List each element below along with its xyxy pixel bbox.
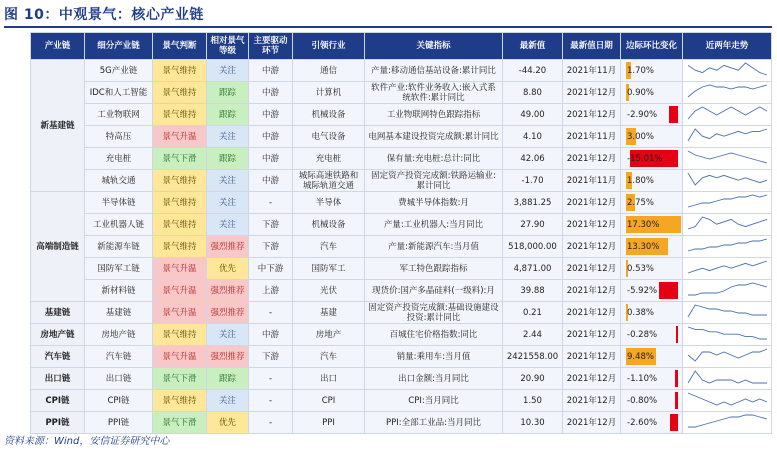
industry-cell: 城际高速铁路和城际轨道交通 (293, 170, 365, 192)
sparkline-path (688, 63, 767, 75)
mom-change-cell (621, 192, 683, 214)
industry-cell: 计算机 (293, 82, 365, 104)
driver-cell: 中游 (249, 148, 293, 170)
sub-chain-cell: 充电桩 (85, 148, 153, 170)
sparkline-path (688, 305, 767, 317)
trend-sparkline-cell (683, 302, 772, 324)
mom-value: 2.75% (627, 197, 655, 208)
chain-group-cell: 高端制造链 (31, 192, 85, 302)
rating-badge: 关注 (207, 390, 249, 412)
sub-chain-cell: CPI链 (85, 390, 153, 412)
mom-change-cell (621, 412, 683, 434)
mom-change-cell (621, 104, 683, 126)
mom-value: 9.48% (627, 351, 655, 362)
industry-cell: 半导体 (293, 192, 365, 214)
indicator-cell: 产量:移动通信基站设备:累计同比 (365, 60, 503, 82)
judgement-badge: 景气维持 (153, 324, 207, 346)
trend-sparkline-cell (683, 346, 772, 368)
judgement-badge: 景气维持 (153, 82, 207, 104)
sparkline-path (688, 349, 767, 361)
driver-cell: 中游 (249, 60, 293, 82)
trend-sparkline-cell (683, 170, 772, 192)
mom-value: -5.92% (627, 285, 658, 296)
driver-cell: 中游 (249, 170, 293, 192)
rating-badge: 关注 (207, 192, 249, 214)
indicator-cell: 固定资产投资完成额:铁路运输业:累计同比 (365, 170, 503, 192)
header-cell: 近两年走势 (683, 33, 772, 60)
latest-value-cell: 4,871.00 (503, 258, 563, 280)
table-row (31, 346, 772, 368)
trend-sparkline-cell (683, 192, 772, 214)
indicator-cell: 电网基本建设投资完成额:累计同比 (365, 126, 503, 148)
sparkline-path (688, 129, 767, 141)
latest-date-cell: 2021年12月 (563, 258, 621, 280)
indicator-cell: 产量:工业机器人:当月同比 (365, 214, 503, 236)
rating-badge: 关注 (207, 214, 249, 236)
sub-chain-cell: 新能源车链 (85, 236, 153, 258)
driver-cell: - (249, 368, 293, 390)
judgement-badge: 景气升温 (153, 302, 207, 324)
driver-cell: 中游 (249, 324, 293, 346)
trend-sparkline-cell (683, 148, 772, 170)
trend-sparkline-cell (683, 390, 772, 412)
sub-chain-cell: 出口链 (85, 368, 153, 390)
table-row (31, 60, 772, 82)
industry-cell: 通信 (293, 60, 365, 82)
latest-value-cell: 0.21 (503, 302, 563, 324)
mom-bar (659, 282, 678, 299)
mom-change-cell (621, 346, 683, 368)
indicator-cell: 软件产业:软件业务收入:嵌入式系统软件:累计同比 (365, 82, 503, 104)
table-row (31, 214, 772, 236)
sparkline-path (688, 327, 767, 339)
latest-value-cell: 42.06 (503, 148, 563, 170)
chain-group-cell: CPI链 (31, 390, 85, 412)
sub-chain-cell: PPI链 (85, 412, 153, 434)
table-body (31, 60, 772, 434)
latest-value-cell: 3,881.25 (503, 192, 563, 214)
trend-sparkline (685, 214, 770, 232)
judgement-badge: 景气维持 (153, 214, 207, 236)
trend-sparkline-cell (683, 82, 772, 104)
mom-change-cell (621, 214, 683, 236)
driver-cell: - (249, 192, 293, 214)
latest-date-cell: 2021年12月 (563, 280, 621, 302)
mom-value: 3.00% (627, 131, 655, 142)
judgement-badge: 景气维持 (153, 170, 207, 192)
header-cell: 景气判断 (153, 33, 207, 60)
trend-sparkline (685, 324, 770, 342)
sub-chain-cell: 半导体链 (85, 192, 153, 214)
mom-value: 0.53% (627, 263, 655, 274)
table-row (31, 236, 772, 258)
trend-sparkline (685, 192, 770, 210)
header-cell: 边际环比变化 (621, 33, 683, 60)
latest-value-cell: 20.90 (503, 368, 563, 390)
trend-sparkline (685, 126, 770, 144)
table-row (31, 302, 772, 324)
chain-group-cell: 新基建链 (31, 60, 85, 192)
chain-group-cell: PPI链 (31, 412, 85, 434)
rating-badge: 强烈推荐 (207, 236, 249, 258)
sub-chain-cell: IDC和人工智能 (85, 82, 153, 104)
latest-date-cell: 2021年11月 (563, 126, 621, 148)
indicator-cell: 产量:新能源汽车:当月值 (365, 236, 503, 258)
latest-value-cell: 518,000.00 (503, 236, 563, 258)
header-cell: 关键指标 (365, 33, 503, 60)
trend-sparkline (685, 280, 770, 298)
latest-date-cell: 2021年11月 (563, 60, 621, 82)
mom-bar (670, 414, 678, 431)
trend-sparkline (685, 104, 770, 122)
sparkline-path (688, 217, 767, 229)
header-cell: 主要驱动环节 (249, 33, 293, 60)
mom-change-cell (621, 324, 683, 346)
sparkline-path (688, 173, 767, 185)
sub-chain-cell: 5G产业链 (85, 60, 153, 82)
judgement-badge: 景气维持 (153, 60, 207, 82)
mom-value: 13.30% (627, 241, 660, 252)
industry-cell: 汽车 (293, 236, 365, 258)
rating-badge: 强烈推荐 (207, 280, 249, 302)
judgement-badge: 景气维持 (153, 104, 207, 126)
trend-sparkline (685, 390, 770, 408)
trend-sparkline (685, 236, 770, 254)
industry-cell: 光伏 (293, 280, 365, 302)
mom-value: 0.38% (627, 307, 655, 318)
industry-cell: 出口 (293, 368, 365, 390)
sub-chain-cell: 工业机器人链 (85, 214, 153, 236)
mom-value: -0.80% (627, 395, 658, 406)
figure-title: 图 10：中观景气：核心产业链 (4, 7, 204, 23)
latest-date-cell: 2021年12月 (563, 324, 621, 346)
sparkline-path (688, 151, 767, 163)
driver-cell: 中游 (249, 104, 293, 126)
chain-group-cell: 房地产链 (31, 324, 85, 346)
industry-cell: 机械设备 (293, 214, 365, 236)
latest-value-cell: 27.90 (503, 214, 563, 236)
industry-cell: 基建 (293, 302, 365, 324)
sub-chain-cell: 国防军工链 (85, 258, 153, 280)
trend-sparkline (685, 170, 770, 188)
mom-bar (675, 392, 678, 409)
mom-change-cell (621, 280, 683, 302)
trend-sparkline-cell (683, 214, 772, 236)
table-row (31, 148, 772, 170)
latest-value-cell: 1.50 (503, 390, 563, 412)
mom-bar (676, 326, 678, 343)
latest-value-cell: 10.30 (503, 412, 563, 434)
mom-change-cell (621, 126, 683, 148)
table-row (31, 170, 772, 192)
table-row (31, 390, 772, 412)
mom-value: 17.30% (627, 219, 660, 230)
driver-cell: - (249, 412, 293, 434)
rating-badge: 强烈推荐 (207, 302, 249, 324)
industry-cell: PPI (293, 412, 365, 434)
trend-sparkline-cell (683, 412, 772, 434)
chain-group-cell: 汽车链 (31, 346, 85, 368)
sub-chain-cell: 特高压 (85, 126, 153, 148)
driver-cell: 下游 (249, 236, 293, 258)
table-row (31, 368, 772, 390)
sparkline-path (688, 415, 767, 427)
judgement-badge: 景气下滑 (153, 148, 207, 170)
indicator-cell: 军工特色跟踪指标 (365, 258, 503, 280)
mom-change-cell (621, 390, 683, 412)
rating-badge: 强烈推荐 (207, 346, 249, 368)
trend-sparkline-cell (683, 368, 772, 390)
trend-sparkline (685, 82, 770, 100)
title-rule (4, 26, 772, 28)
table-row (31, 192, 772, 214)
indicator-cell: 费城半导体指数:月 (365, 192, 503, 214)
mom-change-cell (621, 302, 683, 324)
trend-sparkline (685, 412, 770, 430)
table-row (31, 126, 772, 148)
rating-badge: 优先 (207, 412, 249, 434)
judgement-badge: 景气升温 (153, 280, 207, 302)
mom-value: -15.01% (627, 153, 663, 164)
indicator-cell: 出口金额:当月同比 (365, 368, 503, 390)
trend-sparkline (685, 258, 770, 276)
rating-badge: 优先 (207, 258, 249, 280)
sparkline-path (688, 239, 767, 251)
industry-cell: 充电桩 (293, 148, 365, 170)
latest-value-cell: -44.20 (503, 60, 563, 82)
latest-value-cell: 39.88 (503, 280, 563, 302)
indicator-cell: 现货价:国产多晶硅料(一级料):月 (365, 280, 503, 302)
sparkline-path (688, 195, 767, 207)
indicator-cell: 百城住宅价格指数:同比 (365, 324, 503, 346)
mom-value: 0.90% (627, 87, 655, 98)
trend-sparkline-cell (683, 258, 772, 280)
industry-cell: 房地产 (293, 324, 365, 346)
indicator-cell: 保有量:充电桩:总计:同比 (365, 148, 503, 170)
industry-cell: CPI (293, 390, 365, 412)
mom-change-cell (621, 60, 683, 82)
judgement-badge: 景气下滑 (153, 412, 207, 434)
trend-sparkline (685, 302, 770, 320)
latest-date-cell: 2021年12月 (563, 214, 621, 236)
latest-value-cell: 4.10 (503, 126, 563, 148)
trend-sparkline-cell (683, 126, 772, 148)
driver-cell: 中游 (249, 126, 293, 148)
latest-date-cell: 2021年12月 (563, 390, 621, 412)
latest-date-cell: 2021年12月 (563, 236, 621, 258)
mom-value: 1.70% (627, 65, 655, 76)
mom-change-cell (621, 258, 683, 280)
sub-chain-cell: 工业物联网 (85, 104, 153, 126)
industry-cell: 机械设备 (293, 104, 365, 126)
trend-sparkline-cell (683, 104, 772, 126)
indicator-cell: 销量:乘用车:当月值 (365, 346, 503, 368)
trend-sparkline-cell (683, 280, 772, 302)
rating-badge: 关注 (207, 126, 249, 148)
judgement-badge: 景气维持 (153, 192, 207, 214)
driver-cell: - (249, 390, 293, 412)
latest-date-cell: 2021年11月 (563, 170, 621, 192)
sub-chain-cell: 汽车链 (85, 346, 153, 368)
mom-value: -1.10% (627, 373, 658, 384)
latest-value-cell: 2.44 (503, 324, 563, 346)
mom-value: -2.60% (627, 417, 658, 428)
sparkline-path (688, 371, 767, 383)
judgement-badge: 景气下滑 (153, 368, 207, 390)
rating-badge: 关注 (207, 60, 249, 82)
driver-cell: 中游 (249, 82, 293, 104)
table-row (31, 104, 772, 126)
rating-badge: 跟踪 (207, 82, 249, 104)
rating-badge: 跟踪 (207, 368, 249, 390)
trend-sparkline (685, 346, 770, 364)
driver-cell: - (249, 302, 293, 324)
judgement-badge: 景气升温 (153, 126, 207, 148)
judgement-badge: 景气升温 (153, 346, 207, 368)
latest-value-cell: 2421558.00 (503, 346, 563, 368)
trend-sparkline (685, 60, 770, 78)
latest-value-cell: -1.70 (503, 170, 563, 192)
mom-change-cell (621, 236, 683, 258)
mom-change-cell (621, 148, 683, 170)
judgement-badge: 景气维持 (153, 236, 207, 258)
latest-date-cell: 2021年12月 (563, 104, 621, 126)
trend-sparkline-cell (683, 324, 772, 346)
header-row (31, 33, 772, 60)
sparkline-path (688, 107, 767, 119)
rating-badge: 关注 (207, 170, 249, 192)
mom-change-cell (621, 82, 683, 104)
industry-chain-table (30, 32, 772, 434)
mom-value: 1.80% (627, 175, 655, 186)
header-cell: 最新值 (503, 33, 563, 60)
latest-date-cell: 2021年12月 (563, 368, 621, 390)
header-cell: 细分产业链 (85, 33, 153, 60)
mom-change-cell (621, 170, 683, 192)
industry-cell: 电气设备 (293, 126, 365, 148)
mom-value: -0.28% (627, 329, 658, 340)
driver-cell: 下游 (249, 214, 293, 236)
sparkline-path (688, 261, 767, 273)
header-cell: 产业链 (31, 33, 85, 60)
header-cell: 最新值日期 (563, 33, 621, 60)
mom-bar (669, 106, 678, 123)
sparkline-path (688, 393, 767, 405)
mom-value: -2.90% (627, 109, 658, 120)
chain-group-cell: 基建链 (31, 302, 85, 324)
latest-date-cell: 2021年12月 (563, 346, 621, 368)
rating-badge: 关注 (207, 324, 249, 346)
chain-group-cell: 出口链 (31, 368, 85, 390)
sparkline-path (688, 283, 767, 295)
latest-value-cell: 49.00 (503, 104, 563, 126)
sub-chain-cell: 基建链 (85, 302, 153, 324)
latest-value-cell: 8.80 (503, 82, 563, 104)
table-row (31, 412, 772, 434)
mom-bar (675, 370, 678, 387)
judgement-badge: 景气维持 (153, 390, 207, 412)
latest-date-cell: 2021年12月 (563, 302, 621, 324)
industry-cell: 国防军工 (293, 258, 365, 280)
table-row (31, 258, 772, 280)
rating-badge: 跟踪 (207, 148, 249, 170)
sparkline-path (688, 85, 767, 97)
indicator-cell: 工业物联网特色跟踪指标 (365, 104, 503, 126)
mom-change-cell (621, 368, 683, 390)
rating-badge: 跟踪 (207, 104, 249, 126)
trend-sparkline (685, 368, 770, 386)
industry-cell: 汽车 (293, 346, 365, 368)
indicator-cell: CPI:当月同比 (365, 390, 503, 412)
sub-chain-cell: 城轨交通 (85, 170, 153, 192)
header-cell: 相对景气等级 (207, 33, 249, 60)
table-row (31, 280, 772, 302)
latest-date-cell: 2021年12月 (563, 148, 621, 170)
judgement-badge: 景气升温 (153, 258, 207, 280)
driver-cell: 上游 (249, 280, 293, 302)
driver-cell: 下游 (249, 346, 293, 368)
driver-cell: 中下游 (249, 258, 293, 280)
latest-date-cell: 2021年12月 (563, 412, 621, 434)
trend-sparkline (685, 148, 770, 166)
source-note: 资料来源：Wind，安信证券研究中心 (4, 436, 170, 447)
latest-date-cell: 2021年12月 (563, 192, 621, 214)
table-row (31, 324, 772, 346)
sub-chain-cell: 新材料链 (85, 280, 153, 302)
indicator-cell: PPI:全部工业品:当月同比 (365, 412, 503, 434)
indicator-cell: 固定资产投资完成额:基础设施建设投资:累计同比 (365, 302, 503, 324)
trend-sparkline-cell (683, 236, 772, 258)
table-row (31, 82, 772, 104)
header-cell: 引领行业 (293, 33, 365, 60)
sub-chain-cell: 房地产链 (85, 324, 153, 346)
trend-sparkline-cell (683, 60, 772, 82)
latest-date-cell: 2021年12月 (563, 82, 621, 104)
